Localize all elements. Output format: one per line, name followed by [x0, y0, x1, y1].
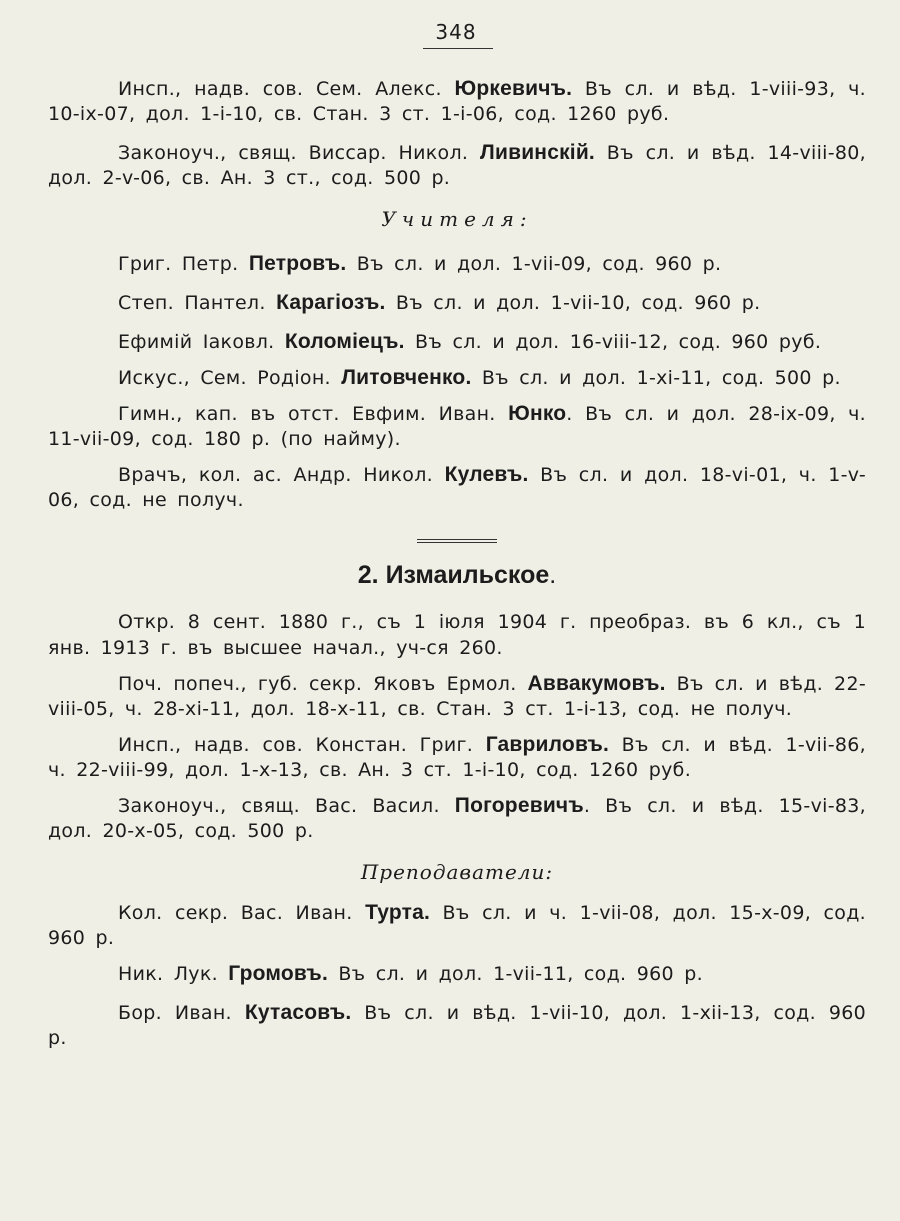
- entry-priest-pogorevich: Законоуч., свящ. Вас. Васил. Погоревичъ. Въ сл. и вѣд. 15-vi-83, дол. 20-x-05, сод. 500 р.: [48, 794, 866, 842]
- person-name: Ливинскій.: [480, 141, 595, 164]
- school-number: 2.: [357, 561, 379, 589]
- person-name: Коломіецъ.: [284, 330, 405, 353]
- person-name: Литовченко.: [341, 366, 472, 389]
- entry-inspector-yurkevich: Инсп., надв. сов. Сем. Алекс. Юркевичъ. Въ сл. и вѣд. 1-viii-93, ч. 10-ix-07, дол. 1-i-10, св. Стан. 3 ст. 1-i-06, сод. 1260 руб.: [48, 77, 866, 125]
- person-name: Юркевичъ.: [454, 77, 573, 100]
- person-name: Карагіозъ.: [276, 291, 386, 314]
- entries-column: [48, 76, 866, 1061]
- entry-instructor-turta: Кол. секр. Вас. Иван. Турта. Въ сл. и ч. 1-vii-08, дол. 15-x-09, сод. 960 р.: [48, 901, 866, 949]
- person-name: Гавриловъ.: [485, 733, 610, 756]
- person-name: Петровъ.: [248, 252, 347, 275]
- entry-teacher-karagioz: Степ. Пантел. Карагіозъ. Въ сл. и дол. 1-vii-10, сод. 960 р.: [118, 291, 761, 314]
- page-number: 348: [435, 20, 477, 44]
- person-name: Погоревичъ: [454, 794, 584, 817]
- page-number-rule: [423, 48, 493, 49]
- entry-trustee-avvakumov: Поч. попеч., губ. секр. Яковъ Ермол. Аввакумовъ. Въ сл. и вѣд. 22-viii-05, ч. 28-xi-11, дол. 18-x-11, св. Стан. 3 ст. 1-i-13, сод. не получ.: [48, 672, 866, 720]
- person-name: Кутасовъ.: [244, 1001, 352, 1024]
- person-name: Юнко: [508, 402, 567, 425]
- instructors-heading: Преподаватели:: [360, 860, 554, 884]
- teachers-heading: Учителя:: [381, 207, 533, 231]
- person-name: Турта.: [365, 901, 431, 924]
- entry-priest-livinsky: Законоуч., свящ. Виссар. Никол. Ливинскій. Въ сл. и вѣд. 14-viii-80, дол. 2-v-06, св. Ан. 3 ст., сод. 500 р.: [48, 141, 866, 189]
- school-name: Измаильское: [385, 561, 550, 589]
- entry-school-founded: Откр. 8 сент. 1880 г., съ 1 іюля 1904 г. преобраз. въ 6 кл., съ 1 янв. 1913 г. въ высшее начал., уч-ся 260.: [48, 611, 866, 659]
- entry-teacher-litovchenko: Искус., Сем. Родіон. Литовченко. Въ сл. и дол. 1-xi-11, сод. 500 р.: [118, 366, 841, 389]
- person-name: Громовъ.: [228, 962, 328, 985]
- entry-teacher-petrov: Григ. Петр. Петровъ. Въ сл. и дол. 1-vii-09, сод. 960 р.: [118, 252, 722, 275]
- entry-teacher-kolomiets: Ефимій Іаковл. Коломіецъ. Въ сл. и дол. 16-viii-12, сод. 960 руб.: [118, 330, 822, 353]
- entry-teacher-yunko: Гимн., кап. въ отст. Евфим. Иван. Юнко. Въ сл. и дол. 28-ix-09, ч. 11-vii-09, сод. 180 р. (по найму).: [48, 402, 866, 450]
- section-divider: [417, 539, 497, 543]
- person-name: Аввакумовъ.: [527, 672, 666, 695]
- entry-inspector-gavrilov: Инсп., надв. сов. Констан. Григ. Гавриловъ. Въ сл. и вѣд. 1-vii-86, ч. 22-viii-99, дол. 1-x-13, св. Ан. 3 ст. 1-i-10, сод. 1260 руб.: [48, 733, 866, 781]
- person-name: Кулевъ.: [444, 463, 529, 486]
- entry-instructor-kutasov: Бор. Иван. Кутасовъ. Въ сл. и вѣд. 1-vii-10, дол. 1-xii-13, сод. 960 р.: [48, 1001, 866, 1049]
- entry-doctor-kulev: Врачъ, кол. ас. Андр. Никол. Кулевъ. Въ сл. и дол. 18-vi-01, ч. 1-v-06, сод. не получ.: [48, 463, 866, 511]
- entry-instructor-gromov: Ник. Лук. Громовъ. Въ сл. и дол. 1-vii-11, сод. 960 р.: [118, 962, 703, 985]
- school-title-period: .: [549, 561, 557, 589]
- school-title: [48, 561, 866, 590]
